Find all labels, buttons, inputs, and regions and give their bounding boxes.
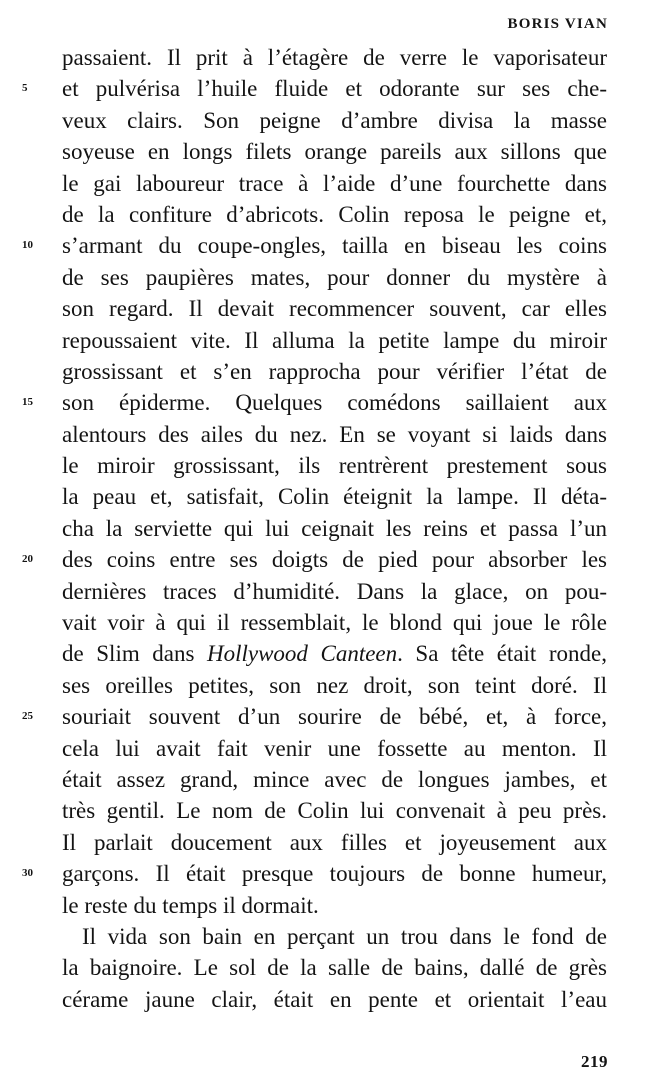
running-head: BORIS VIAN [507, 16, 608, 32]
text-line: 10 s’armant du coupe-ongles, tailla en biseau les coins [62, 230, 607, 261]
line-number: 5 [22, 82, 28, 95]
line-number: 15 [22, 396, 33, 409]
line-number: 25 [22, 710, 33, 723]
text-line: de Slim dans Hollywood Canteen. Sa tête était ronde, [62, 641, 607, 667]
text-line: alentours des ailes du nez. En se voyant si laids dans [62, 421, 607, 447]
text-line: 20 des coins entre ses doigts de pied pour absorber les [62, 544, 607, 575]
text-line: veux clairs. Son peigne d’ambre divisa la masse [62, 107, 607, 133]
text-line: très gentil. Le nom de Colin lui convenait à peu près. [62, 798, 607, 824]
text-line: 30 garçons. Il était presque toujours de bonne humeur, [62, 858, 607, 889]
text-line: le reste du temps il dormait. [62, 892, 319, 918]
text-line: cha la serviette qui lui ceignait les reins et passa l’un [62, 515, 607, 541]
text-line: grossissant et s’en rapprocha pour vérifier l’état de [62, 358, 607, 384]
page-number: 219 [581, 1052, 608, 1071]
text-line: cela lui avait fait venir une fossette au menton. Il [62, 735, 607, 761]
text-line: son regard. Il devait recommencer souvent, car elles [62, 296, 607, 322]
text-line: ses oreilles petites, son nez droit, son teint doré. Il [62, 672, 607, 698]
text-line: de la confiture d’abricots. Colin reposa le peigne et, [62, 201, 607, 227]
text-line: 15 son épiderme. Quelques comédons saillaient aux [62, 387, 607, 418]
text-line: dernières traces d’humidité. Dans la glace, on pou- [62, 578, 607, 604]
text-line: passaient. Il prit à l’étagère de verre le vaporisateur [62, 45, 607, 70]
text-line: vait voir à qui il ressemblait, le blond qui joue le rôle [62, 610, 607, 636]
text-line: la peau et, satisfait, Colin éteignit la lampe. Il déta- [62, 484, 607, 510]
text-line: repoussaient vite. Il alluma la petite lampe du miroir [62, 327, 607, 353]
text-line: le gai laboureur trace à l’aide d’une fourchette dans [62, 170, 607, 196]
text-line: 25 souriait souvent d’un sourire de bébé, et, à force, [62, 701, 607, 732]
line-number: 20 [22, 553, 33, 566]
film-title: Hollywood Canteen [206, 641, 398, 667]
text-line: la baignoire. Le sol de la salle de bains, dallé de grès [62, 955, 607, 981]
text-line: de ses paupières mates, pour donner du mystère à [62, 264, 607, 290]
text-line: le miroir grossissant, ils rentrèrent prestement sous [62, 453, 607, 479]
text-line: Il vida son bain en perçant un trou dans le fond de [82, 923, 607, 949]
line-number: 10 [22, 239, 33, 252]
text-line: 5 et pulvérisa l’huile fluide et odorante sur ses che- [62, 73, 607, 104]
text-line: soyeuse en longs filets orange pareils aux sillons que [62, 139, 607, 165]
text-line: cérame jaune clair, était en pente et orientait l’eau [62, 986, 607, 1012]
body-text [22, 42, 607, 1015]
text-line: était assez grand, mince avec de longues jambes, et [62, 766, 607, 792]
text-line: Il parlait doucement aux filles et joyeusement aux [62, 829, 607, 855]
line-number: 30 [22, 867, 33, 880]
